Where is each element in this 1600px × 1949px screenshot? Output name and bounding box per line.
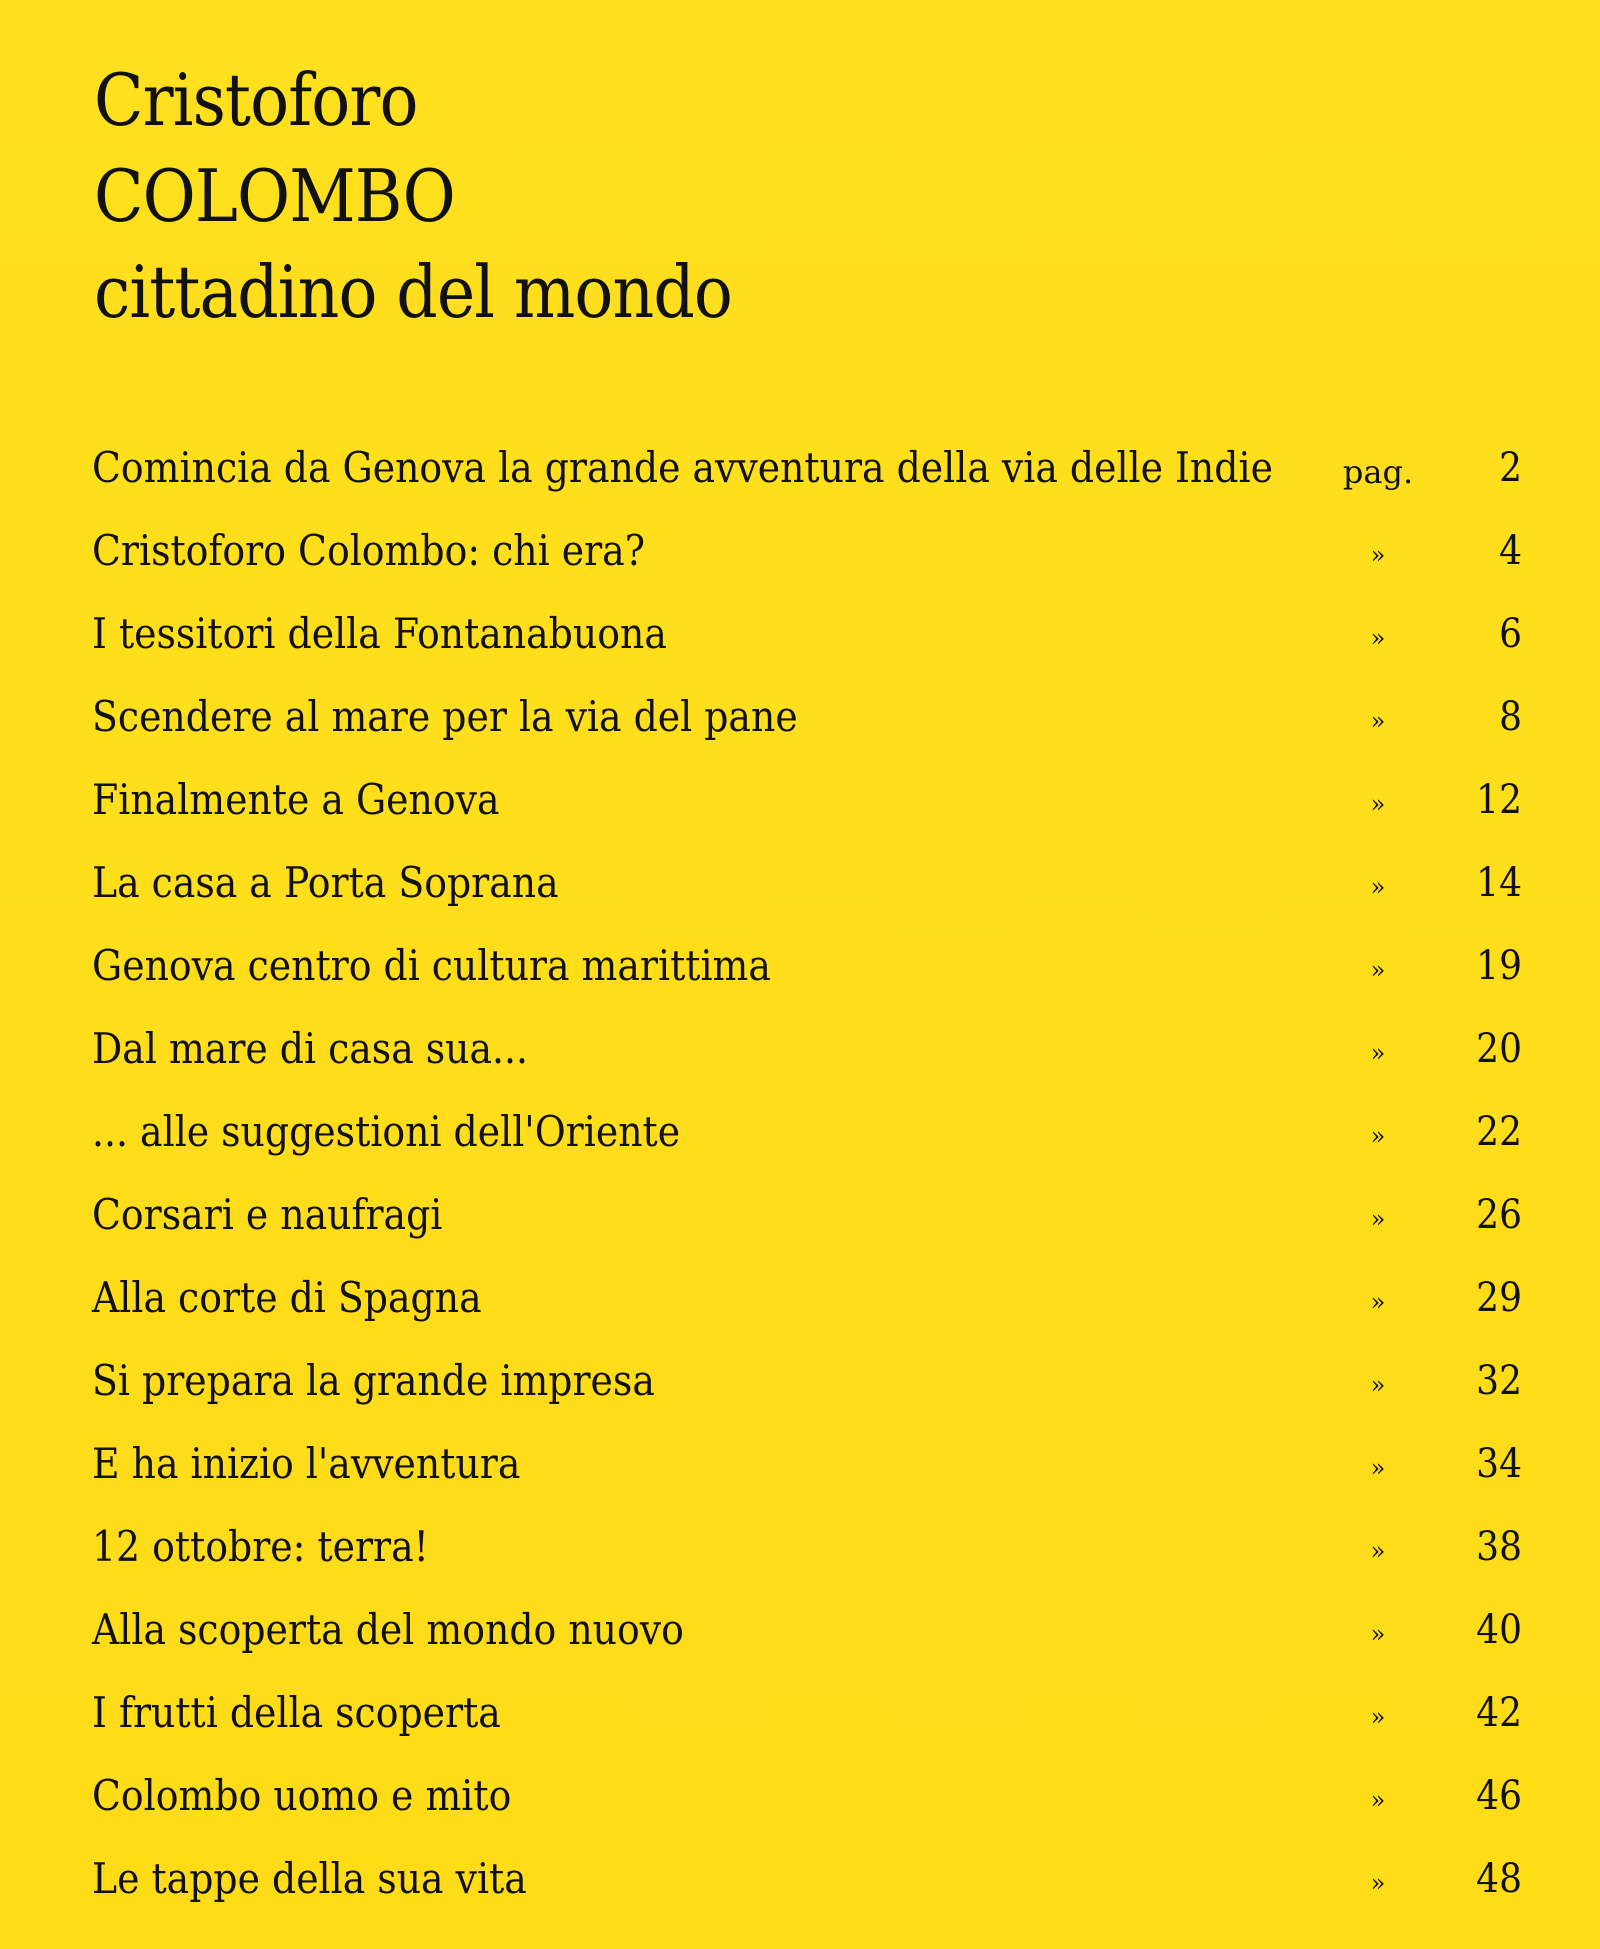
toc-item-title: Comincia da Genova la grande avventura della via delle Indie: [92, 443, 1273, 492]
toc-item: [92, 1266, 1522, 1349]
toc-item-page-number: 8: [1499, 694, 1522, 740]
toc-item-page-prefix: »: [1370, 1786, 1386, 1814]
book-title: [94, 52, 994, 340]
toc-item-page-prefix: »: [1370, 1039, 1386, 1067]
toc-item-title: Genova centro di cultura marittima: [92, 941, 771, 990]
toc-item: [92, 851, 1522, 934]
toc-item: [92, 1100, 1522, 1183]
toc-item-page-prefix: »: [1370, 956, 1386, 984]
toc-item-page-prefix: »: [1370, 1288, 1386, 1316]
toc-item-title: 12 ottobre: terra!: [92, 1522, 429, 1571]
toc-item-title: Le tappe della sua vita: [92, 1854, 527, 1903]
toc-item: [92, 519, 1522, 602]
toc-item: [92, 934, 1522, 1017]
toc-item-page-prefix: »: [1370, 624, 1386, 652]
toc-item-title: Colombo uomo e mito: [92, 1771, 512, 1820]
toc-item-title: Alla scoperta del mondo nuovo: [92, 1605, 684, 1654]
title-line-1: Cristoforo: [94, 58, 418, 142]
toc-item: [92, 768, 1522, 851]
toc-item-page-number: 6: [1499, 611, 1522, 657]
toc-item-title: I tessitori della Fontanabuona: [92, 609, 667, 658]
toc-item-page-number: 4: [1499, 528, 1522, 574]
toc-item: [92, 685, 1522, 768]
toc-item-title: ... alle suggestioni dell'Oriente: [92, 1107, 681, 1156]
toc-item: [92, 436, 1522, 519]
toc-item-page-prefix: »: [1370, 1869, 1386, 1897]
toc-item-page-prefix: »: [1370, 541, 1386, 569]
toc-item-page-prefix: »: [1370, 790, 1386, 818]
toc-item-page-prefix: »: [1370, 707, 1386, 735]
toc-item-page-prefix: »: [1370, 1454, 1386, 1482]
toc-item-page-number: 48: [1476, 1856, 1522, 1902]
toc-item-page-number: 19: [1476, 943, 1522, 989]
toc-item-title: E ha inizio l'avventura: [92, 1439, 521, 1488]
toc-item-title: Si prepara la grande impresa: [92, 1356, 655, 1405]
toc-item-title: I frutti della scoperta: [92, 1688, 501, 1737]
toc-item-title: La casa a Porta Soprana: [92, 858, 559, 907]
toc-item-title: Alla corte di Spagna: [92, 1273, 482, 1322]
toc-item-page-number: 34: [1476, 1441, 1522, 1487]
toc-item-page-number: 32: [1476, 1358, 1522, 1404]
toc-item-page-number: 2: [1499, 445, 1522, 491]
toc-item-title: Corsari e naufragi: [92, 1190, 443, 1239]
toc-item-title: Cristoforo Colombo: chi era?: [92, 526, 645, 575]
toc-item-page-prefix: »: [1370, 1537, 1386, 1565]
toc-item-page-prefix: »: [1370, 1620, 1386, 1648]
toc-item: [92, 1515, 1522, 1598]
toc-item-page-number: 20: [1476, 1026, 1522, 1072]
toc-item: [92, 1681, 1522, 1764]
toc-item: [92, 1764, 1522, 1847]
title-line-3: cittadino del mondo: [94, 250, 733, 334]
toc-item: [92, 1183, 1522, 1266]
toc-item-page-number: 22: [1476, 1109, 1522, 1155]
toc-item: [92, 1349, 1522, 1432]
toc-item-page-number: 12: [1476, 777, 1522, 823]
toc-item-page-number: 46: [1476, 1773, 1522, 1819]
toc-item-page-prefix: »: [1370, 1205, 1386, 1233]
toc-item-page-prefix: pag.: [1342, 453, 1414, 491]
toc-item-page-number: 38: [1476, 1524, 1522, 1570]
toc-item-page-prefix: »: [1370, 1703, 1386, 1731]
toc-item-page-prefix: »: [1370, 1122, 1386, 1150]
toc-item-page-prefix: »: [1370, 1371, 1386, 1399]
title-line-2: COLOMBO: [94, 154, 455, 238]
toc-item-page-number: 14: [1476, 860, 1522, 906]
toc-item: [92, 1017, 1522, 1100]
toc-item: [92, 602, 1522, 685]
toc-item: [92, 1598, 1522, 1681]
table-of-contents: [92, 436, 1522, 1930]
toc-item-page-number: 26: [1476, 1192, 1522, 1238]
toc-item-page-prefix: »: [1370, 873, 1386, 901]
toc-item-page-number: 42: [1476, 1690, 1522, 1736]
toc-item-title: Finalmente a Genova: [92, 775, 500, 824]
toc-item-page-number: 40: [1476, 1607, 1522, 1653]
toc-item: [92, 1432, 1522, 1515]
toc-item: [92, 1847, 1522, 1930]
toc-item-title: Dal mare di casa sua...: [92, 1024, 529, 1073]
toc-item-page-number: 29: [1476, 1275, 1522, 1321]
toc-item-title: Scendere al mare per la via del pane: [92, 692, 798, 741]
